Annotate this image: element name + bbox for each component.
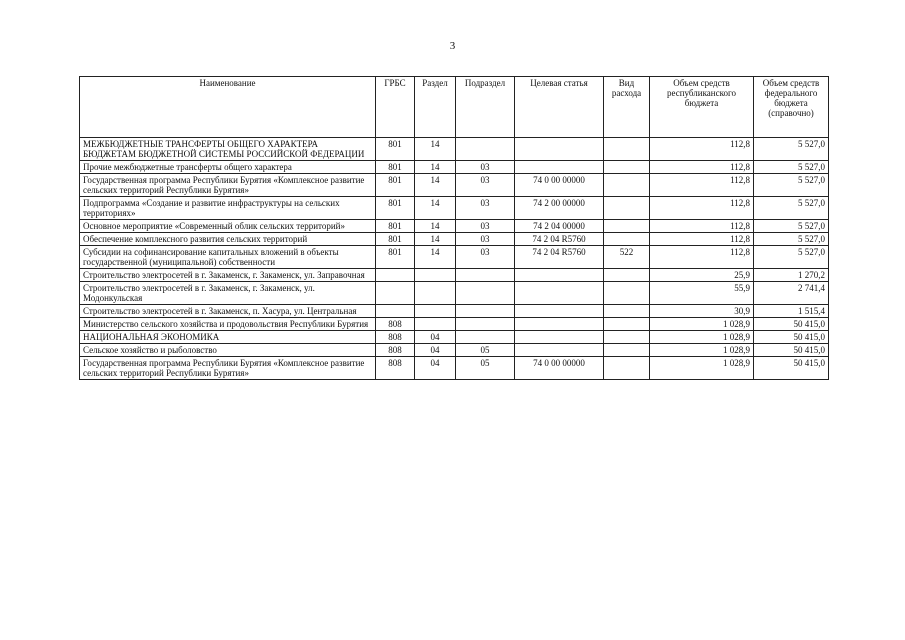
cell-grbs: 801 <box>376 138 415 161</box>
cell-name: Прочие межбюджетные трансферты общего характера <box>80 161 376 174</box>
cell-target <box>515 282 604 305</box>
table-row <box>80 138 829 161</box>
cell-vid <box>604 138 650 161</box>
cell-fed-budget: 5 527,0 <box>754 220 829 233</box>
cell-podrazdel: 03 <box>456 174 515 197</box>
cell-razdel: 14 <box>415 246 456 269</box>
table-row <box>80 344 829 357</box>
cell-razdel <box>415 305 456 318</box>
cell-fed-budget: 5 527,0 <box>754 174 829 197</box>
cell-name: МЕЖБЮДЖЕТНЫЕ ТРАНСФЕРТЫ ОБЩЕГО ХАРАКТЕРА БЮДЖЕТАМ БЮДЖЕТНОЙ СИСТЕМЫ РОССИЙСКОЙ ФЕДЕРАЦИИ <box>80 138 376 161</box>
cell-grbs <box>376 269 415 282</box>
cell-razdel: 14 <box>415 233 456 246</box>
cell-fed-budget: 5 527,0 <box>754 161 829 174</box>
cell-rep-budget: 1 028,9 <box>650 318 754 331</box>
table-row <box>80 197 829 220</box>
cell-fed-budget: 5 527,0 <box>754 233 829 246</box>
col-header-rep-budget: Объем средств республиканского бюджета <box>650 77 754 138</box>
col-header-fed-budget: Объем средств федерального бюджета (справочно) <box>754 77 829 138</box>
cell-target: 74 0 00 00000 <box>515 174 604 197</box>
cell-vid <box>604 344 650 357</box>
table-row <box>80 246 829 269</box>
cell-name: Государственная программа Республики Бурятия «Комплексное развитие сельских территорий Республики Бурятия» <box>80 357 376 380</box>
cell-target: 74 2 00 00000 <box>515 197 604 220</box>
cell-podrazdel <box>456 318 515 331</box>
cell-fed-budget: 5 527,0 <box>754 197 829 220</box>
cell-grbs: 801 <box>376 161 415 174</box>
cell-vid <box>604 197 650 220</box>
cell-rep-budget: 112,8 <box>650 161 754 174</box>
cell-vid <box>604 174 650 197</box>
cell-podrazdel: 03 <box>456 197 515 220</box>
cell-target: 74 2 04 R5760 <box>515 233 604 246</box>
table-row <box>80 318 829 331</box>
cell-podrazdel: 05 <box>456 357 515 380</box>
table-row <box>80 282 829 305</box>
cell-name: Строительство электросетей в г. Закаменск, г. Закаменск, ул. Модонкульская <box>80 282 376 305</box>
cell-vid <box>604 318 650 331</box>
table-row <box>80 174 829 197</box>
cell-podrazdel: 05 <box>456 344 515 357</box>
cell-rep-budget: 55,9 <box>650 282 754 305</box>
cell-grbs: 801 <box>376 246 415 269</box>
cell-target <box>515 305 604 318</box>
table-row <box>80 331 829 344</box>
cell-target <box>515 161 604 174</box>
cell-razdel: 14 <box>415 138 456 161</box>
cell-fed-budget: 1 515,4 <box>754 305 829 318</box>
cell-target <box>515 331 604 344</box>
cell-podrazdel: 03 <box>456 220 515 233</box>
cell-fed-budget: 50 415,0 <box>754 344 829 357</box>
cell-rep-budget: 1 028,9 <box>650 344 754 357</box>
cell-grbs: 808 <box>376 344 415 357</box>
cell-vid <box>604 233 650 246</box>
table-row <box>80 357 829 380</box>
table-row <box>80 305 829 318</box>
cell-fed-budget: 5 527,0 <box>754 246 829 269</box>
cell-fed-budget: 50 415,0 <box>754 357 829 380</box>
cell-vid <box>604 282 650 305</box>
cell-vid <box>604 161 650 174</box>
cell-name: Обеспечение комплексного развития сельских территорий <box>80 233 376 246</box>
cell-grbs <box>376 305 415 318</box>
table-row <box>80 161 829 174</box>
cell-name: Строительство электросетей в г. Закаменск, п. Хасура, ул. Центральная <box>80 305 376 318</box>
cell-vid: 522 <box>604 246 650 269</box>
cell-razdel: 14 <box>415 197 456 220</box>
cell-name: Сельское хозяйство и рыболовство <box>80 344 376 357</box>
cell-vid <box>604 357 650 380</box>
cell-grbs: 801 <box>376 220 415 233</box>
cell-podrazdel <box>456 305 515 318</box>
col-header-target: Целевая статья <box>515 77 604 138</box>
cell-grbs: 801 <box>376 174 415 197</box>
cell-name: Основное мероприятие «Современный облик сельских территорий» <box>80 220 376 233</box>
cell-vid <box>604 220 650 233</box>
cell-rep-budget: 112,8 <box>650 174 754 197</box>
table-row <box>80 220 829 233</box>
cell-razdel <box>415 282 456 305</box>
cell-name: Государственная программа Республики Бурятия «Комплексное развитие сельских территорий Республики Бурятия» <box>80 174 376 197</box>
table-body <box>80 138 829 380</box>
cell-rep-budget: 30,9 <box>650 305 754 318</box>
cell-fed-budget: 1 270,2 <box>754 269 829 282</box>
cell-podrazdel <box>456 282 515 305</box>
cell-rep-budget: 112,8 <box>650 197 754 220</box>
cell-target <box>515 138 604 161</box>
cell-grbs: 801 <box>376 233 415 246</box>
cell-grbs: 808 <box>376 318 415 331</box>
page-number: 3 <box>449 40 456 52</box>
cell-target: 74 0 00 00000 <box>515 357 604 380</box>
cell-name: Субсидии на софинансирование капитальных вложений в объекты государственной (муниципальной) собственности <box>80 246 376 269</box>
budget-table <box>79 76 829 380</box>
cell-podrazdel <box>456 269 515 282</box>
cell-razdel: 04 <box>415 344 456 357</box>
cell-rep-budget: 1 028,9 <box>650 331 754 344</box>
cell-podrazdel <box>456 331 515 344</box>
cell-podrazdel: 03 <box>456 233 515 246</box>
cell-razdel: 04 <box>415 357 456 380</box>
cell-rep-budget: 25,9 <box>650 269 754 282</box>
cell-grbs <box>376 282 415 305</box>
cell-vid <box>604 269 650 282</box>
cell-razdel: 14 <box>415 161 456 174</box>
cell-vid <box>604 305 650 318</box>
table-row <box>80 233 829 246</box>
cell-rep-budget: 112,8 <box>650 220 754 233</box>
cell-name: Подпрограмма «Создание и развитие инфраструктуры на сельских территориях» <box>80 197 376 220</box>
cell-rep-budget: 112,8 <box>650 138 754 161</box>
cell-grbs: 808 <box>376 331 415 344</box>
cell-vid <box>604 331 650 344</box>
cell-target: 74 2 04 R5760 <box>515 246 604 269</box>
cell-podrazdel: 03 <box>456 161 515 174</box>
cell-grbs: 808 <box>376 357 415 380</box>
cell-razdel: 14 <box>415 220 456 233</box>
cell-razdel: 04 <box>415 331 456 344</box>
cell-rep-budget: 112,8 <box>650 246 754 269</box>
cell-rep-budget: 1 028,9 <box>650 357 754 380</box>
cell-name: НАЦИОНАЛЬНАЯ ЭКОНОМИКА <box>80 331 376 344</box>
col-header-razdel: Раздел <box>415 77 456 138</box>
col-header-grbs: ГРБС <box>376 77 415 138</box>
cell-fed-budget: 50 415,0 <box>754 318 829 331</box>
cell-grbs: 801 <box>376 197 415 220</box>
cell-name: Строительство электросетей в г. Закаменск, г. Закаменск, ул. Заправочная <box>80 269 376 282</box>
cell-fed-budget: 2 741,4 <box>754 282 829 305</box>
col-header-podrazdel: Подраздел <box>456 77 515 138</box>
cell-razdel <box>415 318 456 331</box>
cell-podrazdel: 03 <box>456 246 515 269</box>
col-header-name: Наименование <box>80 77 376 138</box>
cell-name: Министерство сельского хозяйства и продовольствия Республики Бурятия <box>80 318 376 331</box>
cell-target <box>515 344 604 357</box>
cell-podrazdel <box>456 138 515 161</box>
cell-fed-budget: 5 527,0 <box>754 138 829 161</box>
cell-fed-budget: 50 415,0 <box>754 331 829 344</box>
table-header-row <box>80 77 829 138</box>
cell-target <box>515 318 604 331</box>
cell-target: 74 2 04 00000 <box>515 220 604 233</box>
cell-razdel: 14 <box>415 174 456 197</box>
cell-razdel <box>415 269 456 282</box>
cell-target <box>515 269 604 282</box>
cell-rep-budget: 112,8 <box>650 233 754 246</box>
table-row <box>80 269 829 282</box>
col-header-vid: Вид расхода <box>604 77 650 138</box>
